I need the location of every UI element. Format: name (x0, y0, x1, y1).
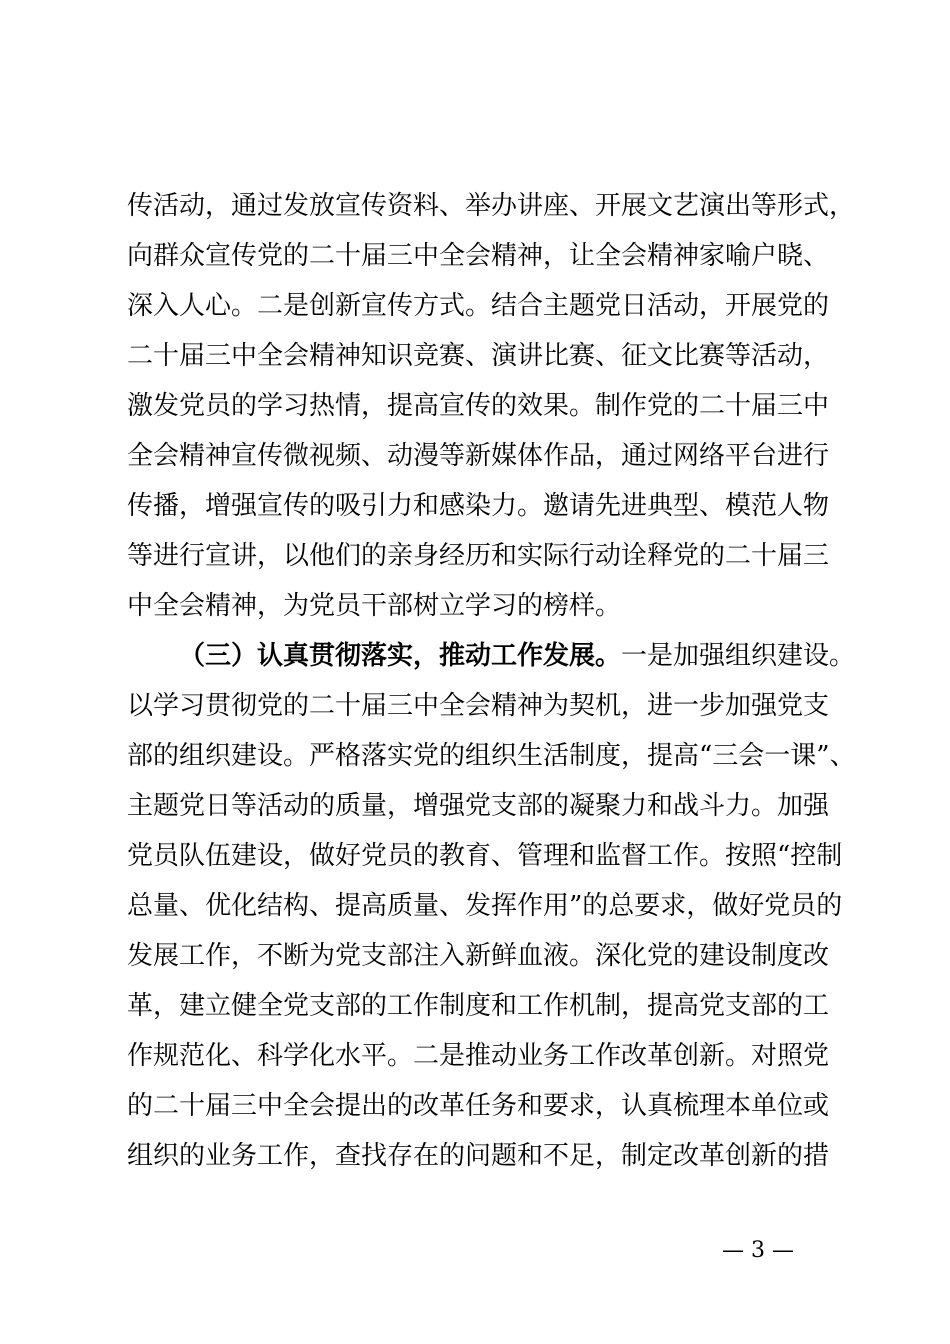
text-line: 党员队伍建设，做好党员的教育、管理和监督工作。按照“控制 (127, 841, 843, 871)
section-heading: （三）认真贯彻落实，推动工作发展。 (179, 641, 622, 671)
text-line: 作规范化、科学化水平。二是推动业务工作改革创新。对照党 (127, 1041, 830, 1071)
text-line: 总量、优化结构、提高质量、发挥作用”的总要求，做好党员的 (127, 891, 843, 921)
text-line: 革，建立健全党支部的工作制度和工作机制，提高党支部的工 (127, 991, 830, 1021)
page-number: — 3 — (722, 1238, 794, 1263)
text-line: 深入人心。二是创新宣传方式。结合主题党日活动，开展党的 (127, 291, 830, 321)
text-line: 等进行宣讲，以他们的亲身经历和实际行动诠释党的二十届三 (127, 541, 830, 571)
text-line: 全会精神宣传微视频、动漫等新媒体作品，通过网络平台进行 (127, 441, 830, 471)
text-line: 二十届三中全会精神知识竞赛、演讲比赛、征文比赛等活动， (127, 341, 830, 371)
text-line: 中全会精神，为党员干部树立学习的榜样。 (127, 591, 622, 621)
text-line: 向群众宣传党的二十届三中全会精神，让全会精神家喻户晓、 (127, 241, 830, 271)
text-line: 发展工作，不断为党支部注入新鲜血液。深化党的建设制度改 (127, 941, 830, 971)
paragraph-implementation (127, 631, 856, 1181)
text-line: 部的组织建设。严格落实党的组织生活制度，提高“三会一课”、 (127, 741, 856, 771)
page-body (127, 181, 856, 1181)
paragraph-publicity (127, 181, 856, 631)
text-line: 主题党日等活动的质量，增强党支部的凝聚力和战斗力。加强 (127, 791, 830, 821)
text-run: 一是加强组织建设。 (621, 641, 856, 671)
text-line: 传播，增强宣传的吸引力和感染力。邀请先进典型、模范人物 (127, 491, 830, 521)
text-line: 激发党员的学习热情，提高宣传的效果。制作党的二十届三中 (127, 391, 830, 421)
text-line: 传活动，通过发放宣传资料、举办讲座、开展文艺演出等形式， (127, 191, 856, 221)
text-line (127, 631, 856, 681)
text-line: 以学习贯彻党的二十届三中全会精神为契机，进一步加强党支 (127, 691, 830, 721)
text-line: 组织的业务工作，查找存在的问题和不足，制定改革创新的措 (127, 1141, 830, 1171)
text-line: 的二十届三中全会提出的改革任务和要求，认真梳理本单位或 (127, 1091, 830, 1121)
